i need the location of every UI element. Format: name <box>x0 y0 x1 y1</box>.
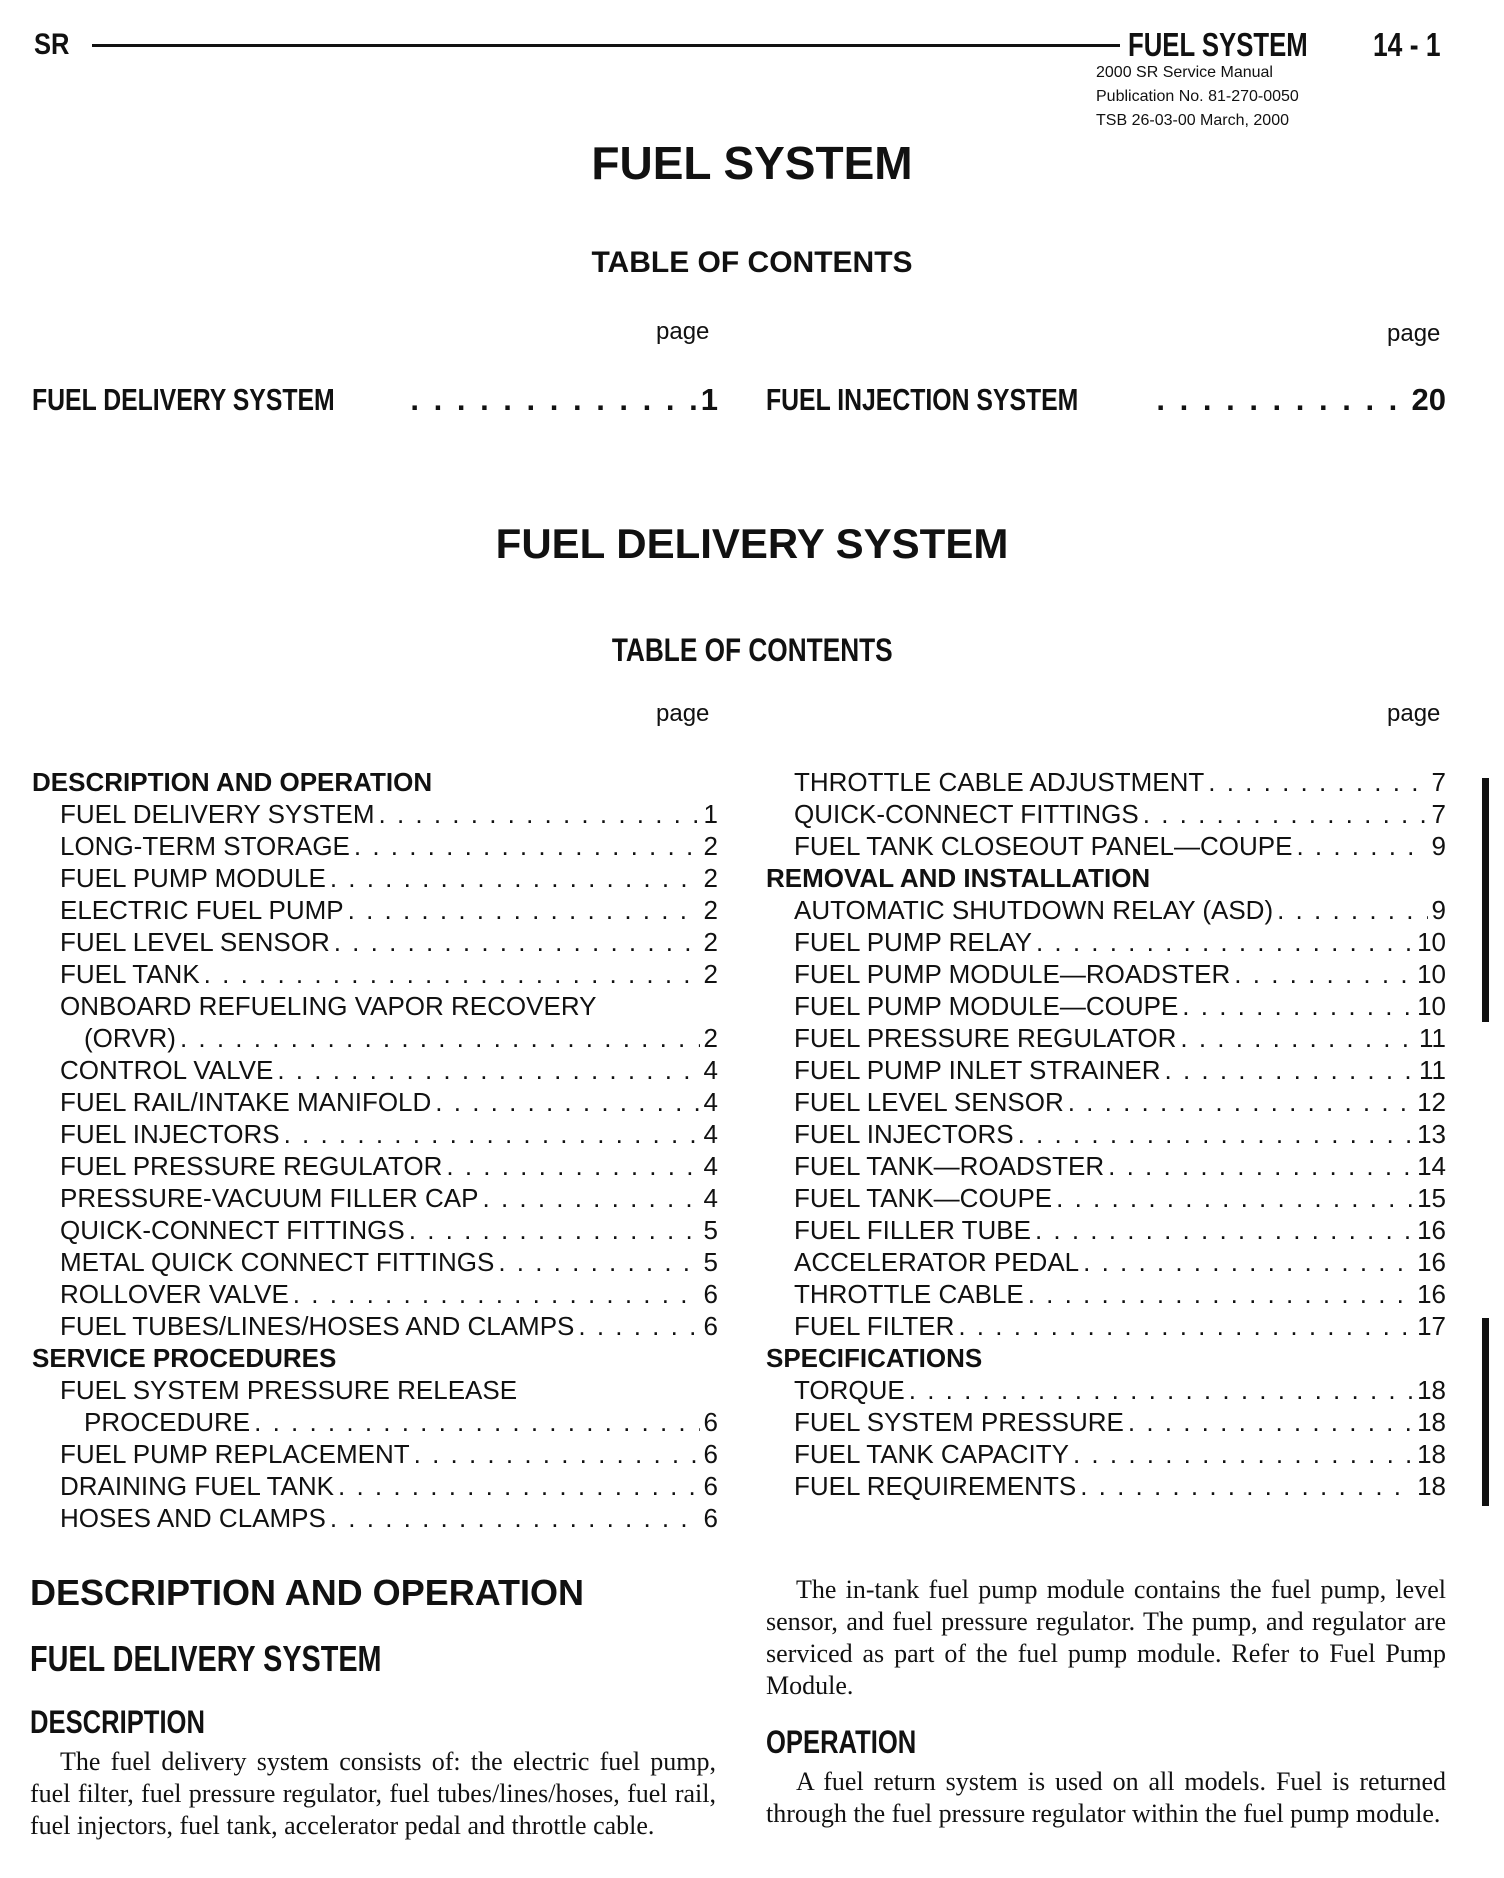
toc-entry[interactable] <box>32 1150 718 1182</box>
toc-entry-label: FUEL PRESSURE REGULATOR <box>794 1023 1177 1053</box>
dot-leader <box>909 1374 1413 1406</box>
toc-entry-label: FUEL INJECTORS <box>794 1119 1014 1149</box>
toc-entry-label: FUEL PUMP REPLACEMENT <box>60 1439 410 1469</box>
dot-leader <box>1073 1438 1413 1470</box>
toc-entry-page: 9 <box>1431 831 1446 861</box>
toc-entry-label: FUEL INJECTORS <box>60 1119 280 1149</box>
dot-leader <box>254 1406 699 1438</box>
toc-entry[interactable] <box>766 1278 1446 1310</box>
toc-entry-label: FUEL DELIVERY SYSTEM <box>32 382 335 417</box>
toc-entry-page: 11 <box>1419 1023 1446 1053</box>
dot-leader <box>1165 1054 1416 1086</box>
toc-entry[interactable] <box>766 798 1446 830</box>
description-paragraph: The fuel delivery system consists of: the electric fuel pump, fuel filter, fuel pressure regulator, fuel tubes/lines/hoses, fuel rail, fuel injectors, fuel tank, accelerator pedal and throttle cable. <box>30 1747 716 1840</box>
toc-entry-label: FUEL LEVEL SENSOR <box>60 927 330 957</box>
toc-entry-label: PRESSURE-VACUUM FILLER CAP <box>60 1183 479 1213</box>
toc-entry-label: ONBOARD REFUELING VAPOR RECOVERY <box>60 991 597 1021</box>
dot-leader <box>1018 1118 1413 1150</box>
toc-entry-page: 1 <box>703 799 718 829</box>
header-section-title: FUEL SYSTEM <box>1128 26 1308 63</box>
toc-entry-label: FUEL TANK <box>60 959 200 989</box>
toc-entry-page: 10 <box>1417 927 1446 957</box>
toc-entry-page: 14 <box>1417 1151 1446 1181</box>
dot-leader <box>483 1182 700 1214</box>
toc-left-column <box>32 766 718 1534</box>
toc-entry-page: 2 <box>703 895 718 925</box>
dot-leader <box>1180 1022 1415 1054</box>
toc-entry-page: 2 <box>703 927 718 957</box>
toc-entry-page: 13 <box>1417 1119 1446 1149</box>
toc-entry-page: 16 <box>1417 1279 1446 1309</box>
toc-entry[interactable] <box>766 1374 1446 1406</box>
toc-entry[interactable] <box>32 1310 718 1342</box>
toc-entry[interactable] <box>766 1438 1446 1470</box>
subsection-title: FUEL DELIVERY SYSTEM <box>495 520 1009 567</box>
description-heading: DESCRIPTION <box>30 1704 205 1740</box>
change-bar <box>1482 778 1489 1022</box>
toc-entry-page: 5 <box>703 1247 718 1277</box>
toc-entry-page: 7 <box>1431 767 1446 797</box>
toc-entry-label: SERVICE PROCEDURES <box>32 1343 337 1373</box>
toc-entry-label: ROLLOVER VALVE <box>60 1279 289 1309</box>
dot-leader <box>334 926 700 958</box>
toc-heading: TABLE OF CONTENTS <box>591 246 913 279</box>
toc-entry-label: FUEL PUMP MODULE <box>60 863 326 893</box>
dot-leader <box>446 1150 699 1182</box>
dot-leader <box>1028 1278 1413 1310</box>
toc-entry[interactable] <box>32 1214 718 1246</box>
page-column-label: page <box>656 318 710 345</box>
toc-entry-label: AUTOMATIC SHUTDOWN RELAY (ASD) <box>794 895 1274 925</box>
toc-entry[interactable] <box>766 830 1446 862</box>
dot-leader <box>293 1278 700 1310</box>
toc-entry-label: REMOVAL AND INSTALLATION <box>766 863 1151 893</box>
toc-entry-page: 9 <box>1431 895 1446 925</box>
dot-leader <box>1083 1246 1413 1278</box>
dot-leader <box>1068 1086 1413 1118</box>
toc-entry[interactable] <box>32 1086 718 1118</box>
toc-entry[interactable] <box>766 958 1446 990</box>
toc-entry[interactable] <box>766 926 1446 958</box>
publication-line: TSB 26-03-00 March, 2000 <box>1096 112 1289 129</box>
dot-leader <box>1277 894 1427 926</box>
toc-entry-page: 18 <box>1417 1471 1446 1501</box>
toc-entry-page: 4 <box>703 1119 718 1149</box>
toc-entry-page: 20 <box>1411 382 1446 417</box>
dot-leader <box>204 958 700 990</box>
toc-entry-page: 2 <box>703 959 718 989</box>
dot-leader <box>379 798 700 830</box>
toc-entry[interactable] <box>32 798 718 830</box>
toc-entry-label: PROCEDURE <box>84 1407 251 1437</box>
toc-entry[interactable] <box>32 1374 718 1406</box>
toc-entry-page: 4 <box>703 1055 718 1085</box>
toc-entry-label: ELECTRIC FUEL PUMP <box>60 895 344 925</box>
toc-entry-page: 5 <box>703 1215 718 1245</box>
section-heading: DESCRIPTION AND OPERATION <box>30 1572 585 1613</box>
toc-entry-label: METAL QUICK CONNECT FITTINGS <box>60 1247 495 1277</box>
section-code: SR <box>34 28 70 61</box>
toc-entry-page: 6 <box>703 1503 718 1533</box>
toc-entry[interactable] <box>32 1022 718 1054</box>
toc-entry[interactable] <box>32 382 718 418</box>
page-column-label: page <box>1387 320 1441 347</box>
toc-entry-label: (ORVR) <box>84 1023 176 1053</box>
toc-entry[interactable] <box>766 382 1446 418</box>
dot-leader <box>1182 990 1413 1022</box>
toc-entry-label: FUEL TANK CLOSEOUT PANEL—COUPE <box>794 831 1293 861</box>
toc-entry-page: 18 <box>1417 1375 1446 1405</box>
toc-entry[interactable] <box>32 1438 718 1470</box>
dot-leader <box>958 1310 1413 1342</box>
publication-line: 2000 SR Service Manual <box>1096 64 1273 81</box>
toc-entry[interactable] <box>32 1118 718 1150</box>
toc-entry[interactable] <box>32 958 718 990</box>
toc-group-heading[interactable] <box>766 862 1446 894</box>
toc-entry-page: 16 <box>1417 1215 1446 1245</box>
toc-entry[interactable] <box>32 926 718 958</box>
toc-entry[interactable] <box>32 1470 718 1502</box>
toc-entry-page: 6 <box>703 1279 718 1309</box>
toc-entry-label: FUEL TANK CAPACITY <box>794 1439 1069 1469</box>
toc-entry[interactable] <box>32 1502 718 1534</box>
toc-entry[interactable] <box>766 1054 1446 1086</box>
toc-entry-page: 10 <box>1417 991 1446 1021</box>
toc-entry[interactable] <box>766 990 1446 1022</box>
toc-group-heading[interactable] <box>32 1342 718 1374</box>
dot-leader <box>1234 958 1413 990</box>
toc-group-heading[interactable] <box>32 766 718 798</box>
toc-entry[interactable] <box>766 1182 1446 1214</box>
dot-leader <box>1208 766 1427 798</box>
toc-entry[interactable] <box>766 766 1446 798</box>
dot-leader <box>277 1054 699 1086</box>
toc-entry[interactable] <box>766 1118 1446 1150</box>
dot-leader <box>1035 1214 1413 1246</box>
toc-entry-page: 6 <box>703 1407 718 1437</box>
toc-entry[interactable] <box>766 1022 1446 1054</box>
dot-leader <box>354 830 700 862</box>
dot-leader <box>1036 926 1413 958</box>
toc-entry-page: 2 <box>703 863 718 893</box>
toc-entry-page: 15 <box>1417 1183 1446 1213</box>
toc-entry-page: 2 <box>703 1023 718 1053</box>
header-rule <box>92 44 1120 47</box>
toc-entry-label: DRAINING FUEL TANK <box>60 1471 335 1501</box>
toc-entry-label: FUEL SYSTEM PRESSURE RELEASE <box>60 1375 518 1405</box>
operation-heading: OPERATION <box>766 1724 917 1760</box>
dot-leader <box>330 1502 700 1534</box>
toc-entry-label: FUEL FILTER <box>794 1311 955 1341</box>
publication-line: Publication No. 81-270-0050 <box>1096 88 1299 105</box>
toc-entry-page: 10 <box>1417 959 1446 989</box>
toc-entry-page: 18 <box>1417 1407 1446 1437</box>
toc-entry-page: 4 <box>703 1087 718 1117</box>
toc-entry[interactable] <box>32 1406 718 1438</box>
dot-leader <box>435 1086 699 1118</box>
toc-entry-page: 6 <box>703 1311 718 1341</box>
toc-entry[interactable] <box>32 1278 718 1310</box>
toc-entry[interactable] <box>766 1246 1446 1278</box>
toc-entry-page: 2 <box>703 831 718 861</box>
toc-entry[interactable] <box>32 990 718 1022</box>
sub-heading: FUEL DELIVERY SYSTEM <box>30 1638 382 1679</box>
toc-group-heading[interactable] <box>766 1342 1446 1374</box>
toc-entry-label: FUEL RAIL/INTAKE MANIFOLD <box>60 1087 432 1117</box>
toc-entry-label: ACCELERATOR PEDAL <box>794 1247 1080 1277</box>
dot-leader <box>1128 1406 1413 1438</box>
toc-entry-page: 4 <box>703 1183 718 1213</box>
toc-entry[interactable] <box>32 1182 718 1214</box>
toc-entry[interactable] <box>766 1214 1446 1246</box>
toc-entry-label: FUEL PUMP MODULE—COUPE <box>794 991 1179 1021</box>
toc-entry-label: SPECIFICATIONS <box>766 1343 983 1373</box>
toc-entry-label: CONTROL VALVE <box>60 1055 274 1085</box>
dot-leader <box>1143 798 1428 830</box>
toc-entry[interactable] <box>32 1246 718 1278</box>
module-paragraph: The in-tank fuel pump module contains the fuel pump, level sensor, and fuel pressure regulator. The pump, and regulator are serviced as part of the fuel pump module. Refer to Fuel Pump Module. <box>766 1575 1446 1700</box>
header-page-number: 14 - 1 <box>1373 26 1441 63</box>
operation-paragraph: A fuel return system is used on all models. Fuel is returned through the fuel pressure regulator within the fuel pump module. <box>766 1767 1446 1828</box>
page-title: FUEL SYSTEM <box>591 137 913 189</box>
toc-entry-label: FUEL PUMP MODULE—ROADSTER <box>794 959 1231 989</box>
toc-entry-label: FUEL PUMP INLET STRAINER <box>794 1055 1161 1085</box>
toc-entry-page: 7 <box>1431 799 1446 829</box>
toc-entry-label: THROTTLE CABLE ADJUSTMENT <box>794 767 1205 797</box>
dot-leader <box>410 382 696 418</box>
toc-entry-page: 16 <box>1417 1247 1446 1277</box>
dot-leader <box>330 862 700 894</box>
toc-entry[interactable] <box>766 1470 1446 1502</box>
toc-entry-label: HOSES AND CLAMPS <box>60 1503 326 1533</box>
dot-leader <box>1080 1470 1413 1502</box>
toc-entry[interactable] <box>766 1150 1446 1182</box>
toc-entry[interactable] <box>32 830 718 862</box>
page-column-label: page <box>1387 700 1441 727</box>
toc-entry-label: FUEL PUMP RELAY <box>794 927 1032 957</box>
toc-entry-label: QUICK-CONNECT FITTINGS <box>60 1215 405 1245</box>
toc-entry-page: 17 <box>1417 1311 1446 1341</box>
toc-entry-label: FUEL TANK—COUPE <box>794 1183 1053 1213</box>
toc-entry-page: 18 <box>1417 1439 1446 1469</box>
toc-entry-page: 4 <box>703 1151 718 1181</box>
toc-heading: TABLE OF CONTENTS <box>611 632 893 668</box>
toc-entry[interactable] <box>766 1406 1446 1438</box>
dot-leader <box>409 1214 700 1246</box>
change-bar <box>1482 1318 1489 1506</box>
toc-entry-label: FUEL TANK—ROADSTER <box>794 1151 1105 1181</box>
toc-entry[interactable] <box>32 862 718 894</box>
toc-entry-page: 6 <box>703 1439 718 1469</box>
toc-entry-label: TORQUE <box>794 1375 905 1405</box>
toc-entry-page: 6 <box>703 1471 718 1501</box>
toc-entry-label: FUEL PRESSURE REGULATOR <box>60 1151 443 1181</box>
toc-entry-label: DESCRIPTION AND OPERATION <box>32 767 433 797</box>
dot-leader <box>578 1310 699 1342</box>
page-column-label: page <box>656 700 710 727</box>
dot-leader <box>498 1246 699 1278</box>
toc-entry-label: FUEL SYSTEM PRESSURE <box>794 1407 1124 1437</box>
dot-leader <box>1296 830 1427 862</box>
dot-leader <box>180 1022 700 1054</box>
toc-entry-page: 11 <box>1419 1055 1446 1085</box>
toc-entry-label: FUEL DELIVERY SYSTEM <box>60 799 375 829</box>
toc-entry-label: THROTTLE CABLE <box>794 1279 1024 1309</box>
toc-entry[interactable] <box>32 1054 718 1086</box>
toc-entry-page: 1 <box>700 382 718 417</box>
dot-leader <box>348 894 700 926</box>
dot-leader <box>1056 1182 1413 1214</box>
toc-entry-label: LONG-TERM STORAGE <box>60 831 350 861</box>
toc-entry-label: FUEL TUBES/LINES/HOSES AND CLAMPS <box>60 1311 575 1341</box>
dot-leader <box>1156 382 1407 418</box>
toc-entry[interactable] <box>766 1086 1446 1118</box>
dot-leader <box>284 1118 700 1150</box>
toc-entry[interactable] <box>32 894 718 926</box>
toc-entry[interactable] <box>766 894 1446 926</box>
dot-leader <box>1108 1150 1413 1182</box>
toc-entry-label: FUEL LEVEL SENSOR <box>794 1087 1064 1117</box>
toc-right-column <box>766 766 1446 1502</box>
toc-entry-label: FUEL INJECTION SYSTEM <box>766 382 1079 417</box>
toc-entry-label: FUEL FILLER TUBE <box>794 1215 1031 1245</box>
toc-entry-label: FUEL REQUIREMENTS <box>794 1471 1077 1501</box>
toc-entry-label: QUICK-CONNECT FITTINGS <box>794 799 1139 829</box>
dot-leader <box>414 1438 700 1470</box>
dot-leader <box>338 1470 700 1502</box>
toc-entry[interactable] <box>766 1310 1446 1342</box>
toc-entry-page: 12 <box>1417 1087 1446 1117</box>
